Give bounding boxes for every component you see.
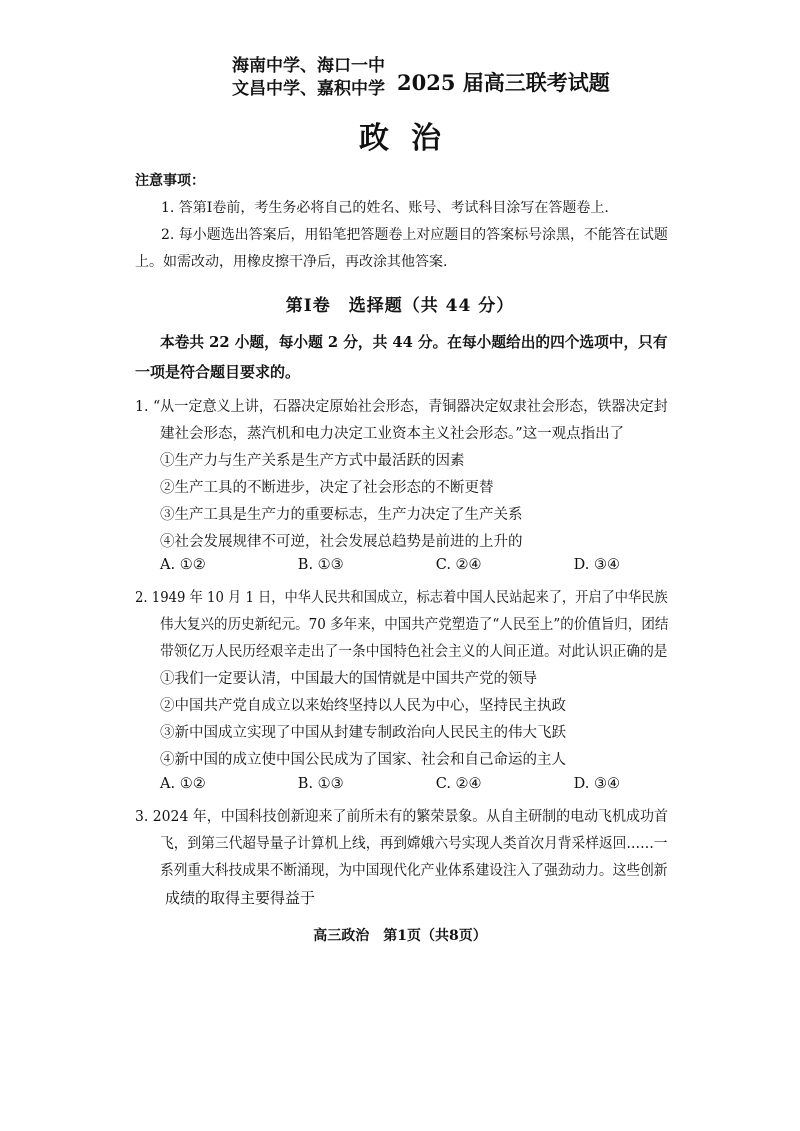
q2-option-a: A. ①② bbox=[160, 776, 206, 792]
q2-statement-4: ④新中国的成立使中国公民成为了国家、社会和自己命运的主人 bbox=[160, 752, 566, 768]
notice-item-1: 1. 答第Ⅰ卷前，考生务必将自己的姓名、账号、考试科目涂写在答题卷上. bbox=[161, 200, 609, 216]
q3-stem-line-4: 成绩的取得主要得益于 bbox=[165, 889, 316, 907]
q3-stem-line-2: 飞，到第三代超导量子计算机上线，再到嫦娥六号实现人类首次月背采样返回……一 bbox=[160, 836, 668, 852]
school-names bbox=[232, 55, 385, 101]
q2-stem-line-2: 伟大复兴的历史新纪元。70 多年来，中国共产党塑造了“人民至上”的价值旨归，团结 bbox=[160, 617, 669, 633]
school-line-2: 文昌中学、嘉积中学 bbox=[232, 79, 385, 99]
q2-statement-2: ②中国共产党自成立以来始终坚持以人民为中心，坚持民主执政 bbox=[160, 698, 566, 714]
q1-stem-line-2: 建社会形态，蒸汽机和电力决定工业资本主义社会形态。”这一观点指出了 bbox=[160, 426, 625, 442]
q1-statement-4: ④社会发展规律不可逆，社会发展总趋势是前进的上升的 bbox=[160, 534, 523, 550]
notice-item-2-line-2: 上。如需改动，用橡皮擦干净后，再改涂其他答案. bbox=[135, 254, 448, 270]
section-instructions-line-2: 一项是符合题目要求的。 bbox=[135, 363, 301, 381]
q1-option-c: C. ②④ bbox=[435, 557, 482, 573]
notice-heading: 注意事项： bbox=[135, 173, 205, 189]
section-title: 第Ⅰ卷 选择题（共 44 分） bbox=[285, 296, 515, 316]
q1-stem-line-1: 1. “从一定意义上讲，石器决定原始社会形态，青铜器决定奴隶社会形态，铁器决定封 bbox=[135, 399, 668, 415]
section-instructions-line-1: 本卷共 22 小题，每小题 2 分，共 44 分。在每小题给出的四个选项中，只有 bbox=[160, 333, 668, 351]
q2-option-c: C. ②④ bbox=[435, 776, 482, 792]
exam-header bbox=[232, 55, 612, 103]
q1-option-d: D. ③④ bbox=[573, 557, 620, 573]
q2-stem-line-1: 2. 1949 年 10 月 1 日，中华人民共和国成立，标志着中国人民站起来了，开启了中华民族 bbox=[135, 590, 668, 606]
q2-statement-1: ①我们一定要认清，中国最大的国情就是中国共产党的领导 bbox=[160, 671, 537, 687]
q1-option-b: B. ①③ bbox=[297, 557, 344, 573]
school-line-1: 海南中学、海口一中 bbox=[232, 56, 385, 76]
page-footer: 高三政治 第1页（共8页） bbox=[313, 928, 487, 944]
q2-option-b: B. ①③ bbox=[297, 776, 344, 792]
q1-options bbox=[160, 557, 620, 573]
q2-options bbox=[160, 776, 620, 792]
q3-stem-line-3: 系列重大科技成果不断涌现，为中国现代化产业体系建设注入了强劲动力。这些创新 bbox=[160, 863, 668, 879]
q1-statement-3: ③生产工具是生产力的重要标志，生产力决定了生产关系 bbox=[160, 507, 523, 523]
notice-item-2-line-1: 2. 每小题选出答案后，用铅笔把答题卷上对应题目的答案标号涂黑，不能答在试题 bbox=[161, 227, 668, 243]
q3-stem-line-1: 3. 2024 年，中国科技创新迎来了前所未有的繁荣景象。从自主研制的电动飞机成功首 bbox=[135, 809, 668, 825]
q1-statement-1: ①生产力与生产关系是生产方式中最活跃的因素 bbox=[160, 453, 465, 469]
exam-title: 2025 届高三联考试题 bbox=[397, 70, 610, 95]
q2-stem-line-3: 带领亿万人民历经艰辛走出了一条中国特色社会主义的人间正道。对此认识正确的是 bbox=[160, 644, 668, 660]
q1-statement-2: ②生产工具的不断进步，决定了社会形态的不断更替 bbox=[160, 480, 494, 496]
q1-option-a: A. ①② bbox=[160, 557, 206, 573]
q2-option-d: D. ③④ bbox=[573, 776, 620, 792]
subject-title: 政治 bbox=[359, 121, 463, 156]
q2-statement-3: ③新中国成立实现了中国从封建专制政治向人民民主的伟大飞跃 bbox=[160, 725, 566, 741]
